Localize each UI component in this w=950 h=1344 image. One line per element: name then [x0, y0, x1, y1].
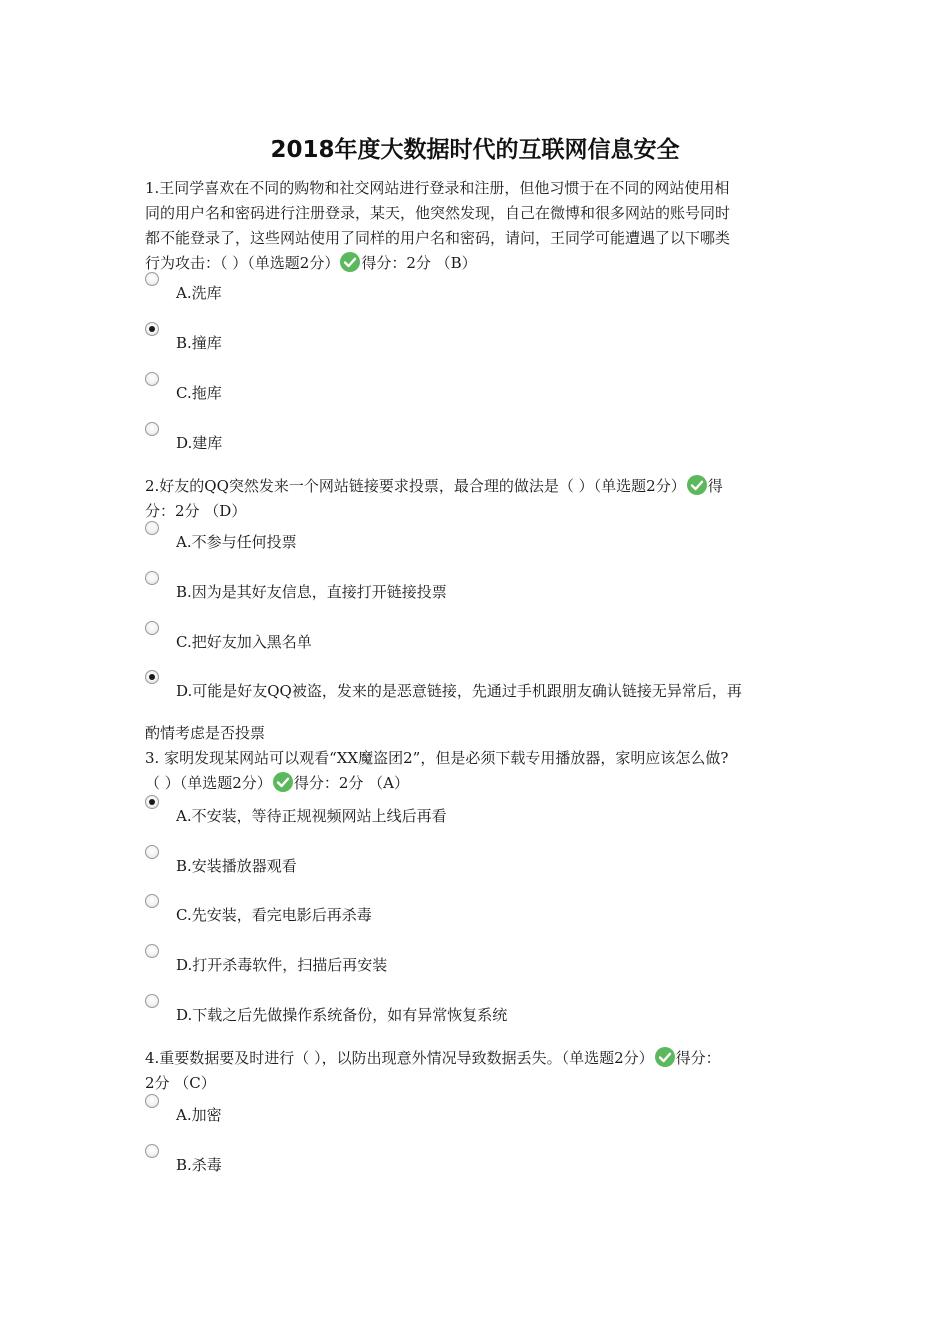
- option-label: C.把好友加入黑名单: [176, 633, 312, 651]
- option-label: C.拖库: [176, 384, 222, 402]
- q4-option-b[interactable]: [145, 1152, 815, 1178]
- question-4-score-label: 得分：: [675, 1049, 721, 1067]
- document-title: 2018年度大数据时代的互联网信息安全: [270, 137, 680, 163]
- question-3-line-2: [145, 771, 810, 796]
- question-1-prompt-end: 行为攻击：（ ）（单选题2分）: [145, 254, 340, 272]
- question-1-line-2: 同的用户名和密码进行注册登录，某天，他突然发现，自己在微博和很多网站的账号同时: [145, 204, 731, 222]
- radio-button[interactable]: [145, 571, 159, 585]
- question-2-line-1: [145, 474, 810, 499]
- radio-button-selected[interactable]: [145, 670, 159, 684]
- q3-option-a[interactable]: [145, 803, 815, 829]
- check-circle-icon: [687, 475, 707, 495]
- q2-option-b[interactable]: [145, 579, 815, 605]
- question-2: [145, 474, 810, 524]
- option-label: B.因为是其好友信息，直接打开链接投票: [176, 583, 447, 601]
- radio-button[interactable]: [145, 422, 159, 436]
- check-circle-icon: [340, 252, 360, 272]
- question-1-line-4: [145, 251, 810, 276]
- q3-option-b[interactable]: [145, 853, 815, 879]
- radio-button[interactable]: [145, 944, 159, 958]
- question-1-line-3: 都不能登录了，这些网站使用了同样的用户名和密码，请问，王同学可能遭遇了以下哪类: [145, 229, 731, 247]
- q1-option-d[interactable]: [145, 430, 815, 456]
- check-circle-icon: [273, 772, 293, 792]
- radio-button[interactable]: [145, 1144, 159, 1158]
- option-label: C.先安装，看完电影后再杀毒: [176, 906, 372, 924]
- option-label: A.加密: [176, 1106, 222, 1124]
- q3-option-d[interactable]: [145, 952, 815, 978]
- q3-option-e[interactable]: [145, 1002, 815, 1028]
- option-label: D.建库: [176, 434, 223, 452]
- radio-button[interactable]: [145, 894, 159, 908]
- option-label: D.可能是好友QQ被盗，发来的是恶意链接，先通过手机跟朋友确认链接无异常后，再: [176, 682, 742, 700]
- option-label: B.安装播放器观看: [176, 857, 297, 875]
- question-2-score: 分：2分 （D）: [145, 502, 247, 520]
- option-label: A.不参与任何投票: [176, 533, 297, 551]
- question-1-score: 得分：2分 （B）: [361, 254, 477, 272]
- question-4-prompt: 4.重要数据要及时进行（ ），以防出现意外情况导致数据丢失。（单选题2分）: [145, 1049, 654, 1067]
- check-circle-icon: [655, 1047, 675, 1067]
- option-label: B.杀毒: [176, 1156, 222, 1174]
- radio-button[interactable]: [145, 994, 159, 1008]
- radio-button[interactable]: [145, 1094, 159, 1108]
- question-3-line-1: 3. 家明发现某网站可以观看“XX魔盗团2”，但是必须下载专用播放器，家明应该怎么做?: [145, 749, 729, 767]
- q3-option-c[interactable]: [145, 902, 815, 928]
- question-3-prompt-end: （ ）（单选题2分）: [145, 774, 272, 792]
- q2-option-d[interactable]: [145, 678, 815, 704]
- option-label: D.下载之后先做操作系统备份，如有异常恢复系统: [176, 1006, 508, 1024]
- q2-option-c[interactable]: [145, 629, 815, 655]
- option-label: A.洗库: [176, 284, 222, 302]
- question-1: [145, 176, 810, 276]
- q2-option-d-continuation: 酌情考虑是否投票: [145, 724, 266, 742]
- q1-option-b[interactable]: [145, 330, 815, 356]
- question-4-score: 2分 （C）: [145, 1074, 216, 1092]
- q1-option-c[interactable]: [145, 380, 815, 406]
- q4-option-a[interactable]: [145, 1102, 815, 1128]
- radio-button-selected[interactable]: [145, 795, 159, 809]
- option-label: D.打开杀毒软件，扫描后再安装: [176, 956, 388, 974]
- radio-button[interactable]: [145, 272, 159, 286]
- radio-button[interactable]: [145, 521, 159, 535]
- question-2-score-label: 得: [707, 477, 723, 495]
- question-2-prompt: 2.好友的QQ突然发来一个网站链接要求投票，最合理的做法是（ ）（单选题2分）: [145, 477, 686, 495]
- question-4-line-1: [145, 1046, 810, 1071]
- question-4: [145, 1046, 810, 1096]
- option-label: B.撞库: [176, 334, 222, 352]
- radio-button-selected[interactable]: [145, 322, 159, 336]
- question-3-score: 得分：2分 （A）: [293, 774, 409, 792]
- question-3: [145, 746, 810, 796]
- q2-option-a[interactable]: [145, 529, 815, 555]
- q1-option-a[interactable]: [145, 280, 815, 306]
- question-1-line-1: 1.王同学喜欢在不同的购物和社交网站进行登录和注册，但他习惯于在不同的网站使用相: [145, 179, 730, 197]
- option-label: A.不安装，等待正规视频网站上线后再看: [176, 807, 447, 825]
- radio-button[interactable]: [145, 372, 159, 386]
- radio-button[interactable]: [145, 621, 159, 635]
- radio-button[interactable]: [145, 845, 159, 859]
